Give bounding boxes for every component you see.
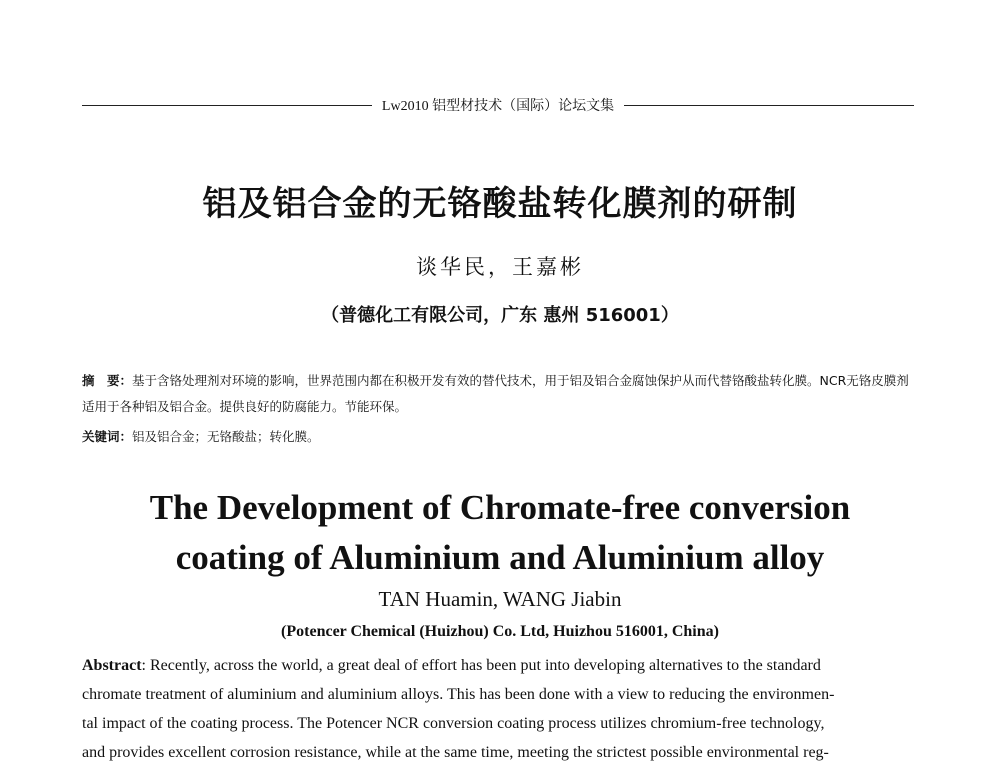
english-abstract-line2: chromate treatment of aluminium and aluminium alloys. This has been done with a view to reducing the environmen-	[82, 686, 835, 703]
english-abstract	[82, 651, 914, 767]
chinese-authors: 谈华民，王嘉彬	[416, 255, 584, 279]
chinese-keywords-text: 铝及铝合金；无铬酸盐；转化膜。	[132, 429, 320, 444]
chinese-abstract	[82, 368, 914, 420]
chinese-abstract-label: 摘 要：	[82, 373, 133, 388]
header-rule-left	[82, 105, 372, 106]
english-abstract-line1: : Recently, across the world, a great deal of effort has been put into developing alternatives to the standard	[141, 657, 821, 674]
chinese-affiliation: （普德化工有限公司，广东 惠州 516001）	[321, 305, 679, 326]
chinese-abstract-text: 基于含铬处理剂对环境的影响，世界范围内都在积极开发有效的替代技术，用于铝及铝合金腐蚀保护从而代替铬酸盐转化膜。NCR无铬皮膜剂适用于各种铝及铝合金。提供良好的防腐能力。节能环保。	[82, 373, 909, 414]
chinese-title: 铝及铝合金的无铬酸盐转化膜剂的研制	[202, 184, 798, 224]
header-rule-right	[624, 105, 914, 106]
english-abstract-label: Abstract	[82, 657, 142, 674]
header-text: Lw2010 铝型材技术（国际）论坛文集	[381, 99, 615, 114]
english-affiliation: (Potencer Chemical (Huizhou) Co. Ltd, Huizhou 516001, China)	[281, 623, 719, 640]
english-authors: TAN Huamin, WANG Jiabin	[378, 587, 622, 611]
chinese-keywords	[82, 424, 914, 450]
english-abstract-line3: tal impact of the coating process. The Potencer NCR conversion coating process utilizes chromium-free technology,	[82, 715, 825, 732]
english-title-line2: coating of Aluminium and Aluminium alloy	[175, 538, 825, 577]
english-title-line1: The Development of Chromate-free conversion	[149, 488, 851, 527]
english-title	[0, 483, 1000, 583]
english-abstract-line	[82, 651, 914, 680]
running-header	[82, 93, 914, 117]
chinese-keywords-label: 关键词：	[82, 429, 133, 444]
english-abstract-line4: and provides excellent corrosion resistance, while at the same time, meeting the strictest possible environmental reg-	[82, 744, 829, 761]
